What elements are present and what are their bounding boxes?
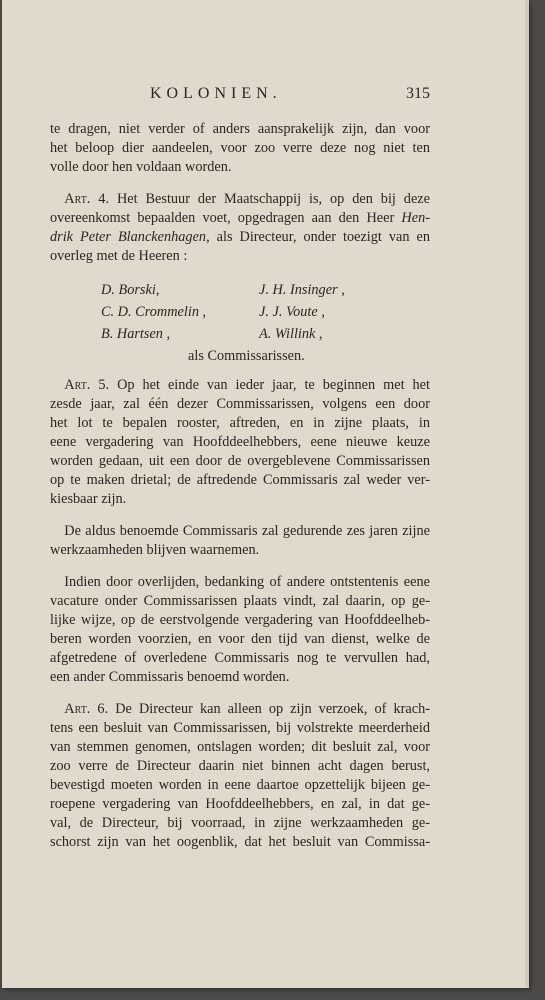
commissioner-name: D. Borski (101, 282, 156, 298)
text-line: roepene vergadering van Hoofddeelhebbers, en zal, in dat ge- (50, 796, 430, 812)
text-line (50, 190, 430, 209)
commissioner-name: B. Hartsen (101, 326, 163, 342)
director-name-part: drik Peter Blanckenhagen (50, 229, 207, 245)
paragraph-overlijden (50, 573, 430, 687)
text-line: schorst zijn van het oogenblik, dat het besluit van Commissa- (50, 834, 430, 850)
text-line: beren worden voorzien, en voor den tijd van dienst, welke de (50, 631, 430, 647)
commissioner-list (50, 279, 430, 366)
text-line: vacature onder Commissarissen plaats vindt, zal daarin, op ge- (50, 593, 430, 609)
page-edge (525, 0, 529, 988)
book-page (2, 0, 529, 988)
text-line: zoo verre de Directeur daarin niet binnen acht dagen berust, (50, 758, 430, 774)
commissioners-label: als Commissarissen. (188, 348, 305, 364)
paragraph-1 (50, 120, 430, 177)
text-line: overleg met de Heeren : (50, 248, 188, 264)
article-6 (50, 700, 430, 852)
text-line (50, 700, 430, 719)
text-line: bevestigd moeten worden in eene daartoe opzettelijk bijeen ge- (50, 777, 430, 793)
commissioner-name: J. H. Insinger (259, 282, 338, 298)
text-line: volle door hen voldaan worden. (50, 159, 232, 175)
text-line: tens een besluit van Commissarissen, bij volstrekte meerderheid (50, 720, 430, 736)
page-text (50, 84, 430, 865)
text-line: het beloop dier aandeelen, voor zoo verre deze nog niet ten (50, 140, 430, 156)
text-line: een ander Commissaris benoemd worden. (50, 669, 290, 685)
page-number: 315 (406, 85, 430, 102)
commissioner-name: C. D. Crommelin (101, 304, 199, 320)
text-line: te dragen, niet verder of anders aansprakelijk zijn, dan voor (50, 121, 430, 137)
text-fragment: De Directeur kan alleen op zijn verzoek, of krach- (115, 701, 431, 717)
text-line: afgetredene of overledene Commissaris nog te vervullen had, (50, 650, 430, 666)
article-label: Art. 5. (64, 377, 110, 393)
name-row: C. D. Crommelin , J. J. Voute , (101, 304, 325, 320)
text-line: het lot te bepalen rooster, aftreden, en in zijne plaats, in (50, 415, 430, 431)
text-line: op te maken drietal; de aftredende Commissaris zal weder ver- (50, 472, 430, 488)
running-title: KOLONIEN. (150, 85, 282, 102)
text-fragment: Het Bestuur der Maatschappij is, op den bij deze (116, 191, 430, 207)
text-line: eene vergadering van Hoofddeelhebbers, eene nieuwe keuze (50, 434, 430, 450)
text-line (50, 209, 430, 228)
text-line: lijke wijze, op de eerstvolgende vergadering van Hoofddeelheb- (50, 612, 430, 628)
text-fragment: Op het einde van ieder jaar, te beginnen met het (117, 377, 431, 393)
text-line: zesde jaar, zal één dezer Commissarissen, volgens een door (50, 396, 430, 412)
text-line (50, 228, 430, 247)
name-row: B. Hartsen , A. Willink , (101, 326, 323, 342)
text-line: werkzaamheden blijven waarnemen. (50, 542, 260, 558)
text-fragment: overeenkomst bepaalden voet, opgedragen aan den Heer (50, 210, 395, 226)
text-line: De aldus benoemde Commissaris zal gedurende zes jaren zijne (64, 523, 430, 539)
article-label: Art. 4. (64, 191, 110, 207)
text-line: Indien door overlijden, bedanking of andere ontstentenis eene (64, 574, 430, 590)
commissioner-name: J. J. Voute (259, 304, 318, 320)
running-head (50, 84, 430, 112)
commissioner-name: A. Willink (259, 326, 316, 342)
text-line: van stemmen genomen, ontslagen worden; dit besluit zal, voor (50, 739, 430, 755)
article-5 (50, 376, 430, 509)
text-fragment: , als Directeur, onder toezigt van en (206, 229, 430, 245)
director-name-part: Hen- (401, 210, 431, 226)
article-label: Art. 6. (64, 701, 109, 717)
text-line: val, de Directeur, bij voorraad, in zijne werkzaamheden ge- (50, 815, 430, 831)
name-row: D. Borski, J. H. Insinger , (101, 282, 345, 298)
article-4 (50, 190, 430, 266)
text-line: kiesbaar zijn. (50, 491, 127, 507)
text-line (50, 376, 430, 395)
paragraph-benoemde (50, 522, 430, 560)
text-line: worden gedaan, uit een door de overgeblevene Commissarissen (50, 453, 430, 469)
